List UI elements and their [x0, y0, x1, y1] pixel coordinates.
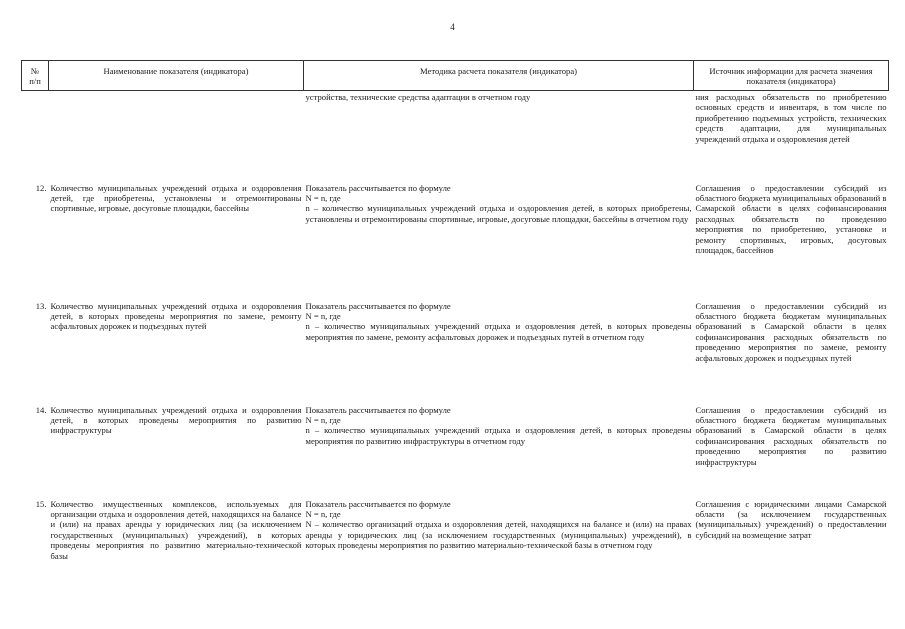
method-equation: N = n, где: [305, 310, 341, 321]
method-equation: N = n, где: [305, 414, 341, 425]
indicator-source: Соглашения о предоставлении субсидий из областного бюджета муниципальных образований в Самарской области в целях софинансирования расходных обязательств по проведению мероприятия по приобретению, установке и ремонту спортивных, игровых, досуговых площадок, бассейнов: [695, 182, 887, 255]
method-equation: N = n, где: [305, 192, 341, 203]
indicator-method: [304, 499, 694, 561]
table-row: [22, 405, 889, 499]
method-description: n – количество муниципальных учреждений отдыха и оздоровления детей, в которых проведены мероприятия по развитию инфраструктуры в отчетном году: [305, 425, 692, 446]
indicator-source: Соглашения с юридическими лицами Самарской области (за исключением государственных (муниципальных) учреждений) о предоставлении субсидий на возмещение затрат: [695, 498, 887, 540]
indicator-source: Соглашения о предоставлении субсидий из областного бюджета бюджетам муниципальных образований в Самарской области в целях софинансирования расходных обязательств по проведению мероприятия по развитию инфраструктуры: [695, 404, 887, 467]
method-equation: N = n, где: [305, 508, 341, 519]
row-number: 15.: [35, 498, 47, 509]
row-number: 13.: [35, 300, 47, 311]
indicator-name: Количество муниципальных учреждений отдыха и оздоровления детей, в которых проведены мероприятия по замене, ремонту асфальтовых дорожек и подъездных путей: [50, 300, 302, 332]
table-row: [22, 183, 889, 301]
indicator-method: [304, 301, 694, 405]
header-source: Источник информации для расчета значения показателя (индикатора): [694, 61, 889, 91]
header-num: № п/п: [22, 61, 49, 91]
method-description: n – количество муниципальных учреждений отдыха и оздоровления детей, в которых приобретены, установлены и отремонтированы спортивные, игровые, досуговые площадки, бассейны в отчетном году: [305, 203, 692, 224]
row-number: 12.: [35, 182, 47, 193]
indicators-table: [21, 60, 889, 561]
method-description: N – количество организаций отдыха и оздоровления детей, находящихся на балансе и (или) на правах аренды у юридических лиц (за исключением государственных (муниципальных) учреждений), в которых проведены мероприятия по развитию материально-технической базы в отчетном году: [305, 519, 692, 551]
indicator-name: Количество имущественных комплексов, используемых для организации отдыха и оздоровления детей, находящихся на балансе и (или) на правах аренды у юридических лиц (за исключением государственных (муниципальных) учреждений), в которых проведены мероприятия по развитию материально-технической базы: [50, 498, 302, 561]
indicator-source: Соглашения о предоставлении субсидий из областного бюджета бюджетам муниципальных образований в Самарской области в целях софинансирования расходных обязательств по проведению мероприятия по замене, ремонту асфальтовых дорожек и подъездных путей: [695, 300, 887, 363]
method-formula: Показатель рассчитывается по формуле: [305, 300, 451, 311]
table-row: [22, 301, 889, 405]
header-method: Методика расчета показателя (индикатора): [304, 61, 694, 91]
header-name: Наименование показателя (индикатора): [49, 61, 304, 91]
page-number: 4: [450, 22, 455, 32]
method-formula: Показатель рассчитывается по формуле: [305, 182, 451, 193]
table-header-row: [22, 61, 889, 91]
continuation-method: устройства, технические средства адаптации в отчетном году: [305, 92, 531, 102]
continuation-source: ния расходных обязательств по приобретению основных средств и инвентаря, в том числе по приобретению подъемных устройств, технических средств адаптации, для муниципальных учреждений отдыха и оздоровления детей: [695, 92, 887, 144]
method-formula: Показатель рассчитывается по формуле: [305, 404, 451, 415]
continuation-row: [22, 91, 889, 183]
indicator-name: Количество муниципальных учреждений отдыха и оздоровления детей, где приобретены, установлены и отремонтированы спортивные, игровые, досуговые площадки, бассейны: [50, 182, 302, 214]
table-row: [22, 499, 889, 561]
method-description: n – количество муниципальных учреждений отдыха и оздоровления детей, в которых проведены мероприятия по замене, ремонту асфальтовых дорожек и подъездных путей в отчетном году: [305, 321, 692, 342]
row-number: 14.: [35, 404, 47, 415]
indicator-name: Количество муниципальных учреждений отдыха и оздоровления детей, в которых проведены мероприятия по развитию инфраструктуры: [50, 404, 302, 436]
indicator-method: [304, 183, 694, 301]
indicator-method: [304, 405, 694, 499]
method-formula: Показатель рассчитывается по формуле: [305, 498, 451, 509]
